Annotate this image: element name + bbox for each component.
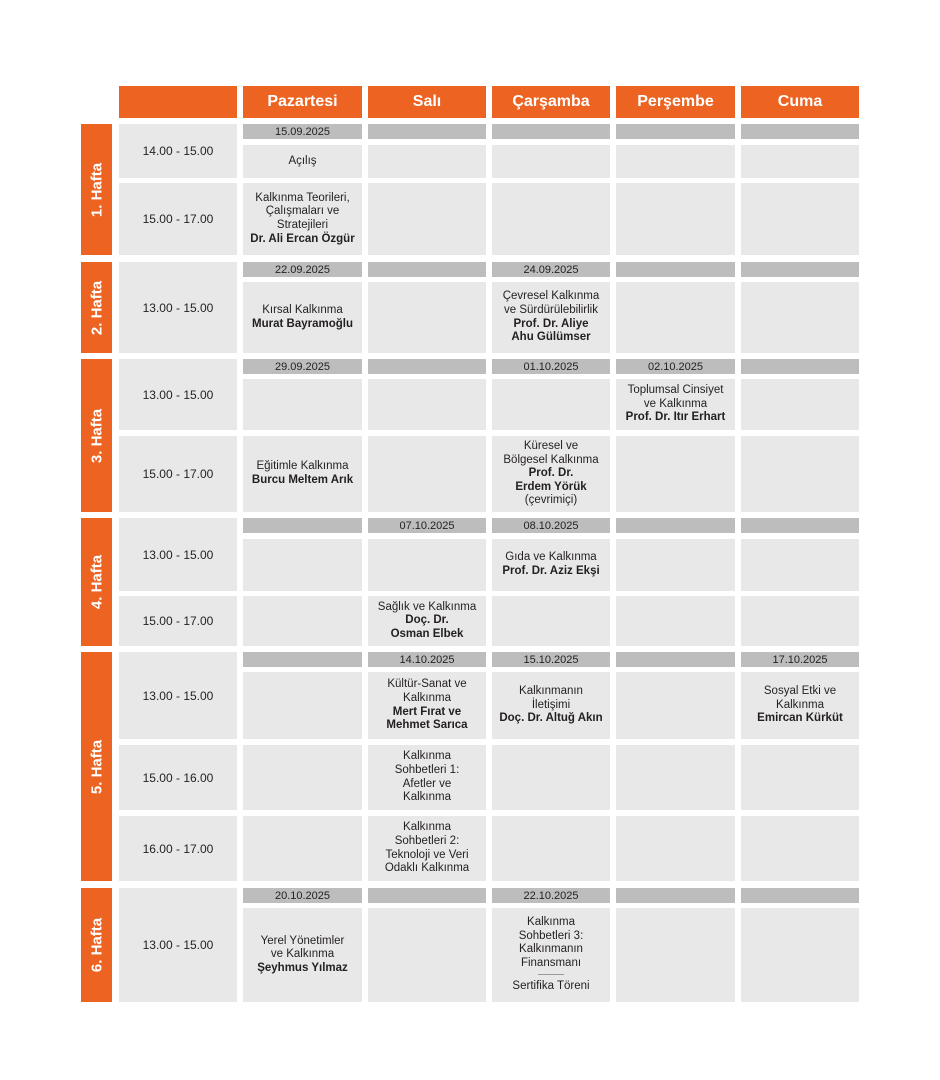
session-cell <box>368 596 486 646</box>
date-bar: 17.10.2025 <box>741 652 859 667</box>
empty-cell <box>741 908 859 1002</box>
session-title: Sohbetleri 3: <box>518 929 584 942</box>
session-title: Kalkınma <box>403 750 451 763</box>
empty-cell <box>616 282 735 353</box>
date-bar: 22.10.2025 <box>492 888 610 903</box>
session-cell <box>741 672 859 739</box>
session-extra: Sertifika Töreni <box>512 980 590 993</box>
empty-cell <box>741 596 859 646</box>
date-bar: 15.09.2025 <box>243 124 362 139</box>
empty-cell <box>492 745 610 810</box>
date-bar-empty <box>616 888 735 903</box>
time-slot: 15.00 - 17.00 <box>119 183 237 255</box>
session-title: İletişimi <box>531 698 571 711</box>
session-title: Kalkınma <box>403 821 451 834</box>
session-speaker: Mehmet Sarıca <box>386 719 468 732</box>
empty-cell <box>243 539 362 591</box>
empty-cell <box>616 183 735 255</box>
empty-cell <box>492 183 610 255</box>
session-speaker: Şeyhmus Yılmaz <box>257 961 348 974</box>
session-speaker: Dr. Ali Ercan Özgür <box>250 232 355 245</box>
week-label-4: 4. Hafta <box>81 518 112 646</box>
session-title: Kalkınmanın <box>519 943 583 956</box>
empty-cell <box>616 816 735 881</box>
time-slot: 13.00 - 15.00 <box>119 518 237 591</box>
session-cell <box>243 908 362 1002</box>
session-title: Kültür-Sanat ve <box>387 678 467 691</box>
empty-cell <box>492 596 610 646</box>
empty-cell <box>616 745 735 810</box>
session-title: Sosyal Etki ve <box>763 685 837 698</box>
date-bar-empty <box>368 124 486 139</box>
empty-cell <box>616 539 735 591</box>
header-monday: Pazartesi <box>243 86 362 118</box>
empty-cell <box>741 145 859 178</box>
session-speaker: Mert Fırat ve <box>392 705 462 718</box>
session-cell <box>243 436 362 512</box>
session-cell <box>368 745 486 810</box>
empty-cell <box>368 183 486 255</box>
header-friday: Cuma <box>741 86 859 118</box>
time-slot: 16.00 - 17.00 <box>119 816 237 881</box>
date-bar-empty <box>616 124 735 139</box>
empty-cell <box>741 379 859 430</box>
time-slot: 13.00 - 15.00 <box>119 888 237 1002</box>
date-bar: 29.09.2025 <box>243 359 362 374</box>
date-bar-empty <box>616 518 735 533</box>
empty-cell <box>368 539 486 591</box>
time-slot: 13.00 - 15.00 <box>119 359 237 430</box>
session-title: Sağlık ve Kalkınma <box>377 600 477 613</box>
session-title: Çevresel Kalkınma <box>502 290 600 303</box>
date-bar: 08.10.2025 <box>492 518 610 533</box>
empty-cell <box>243 379 362 430</box>
session-title: Afetler ve <box>402 777 452 790</box>
session-title: Toplumsal Cinsiyet <box>627 384 724 397</box>
date-bar-empty <box>368 359 486 374</box>
session-title: Kalkınma <box>527 916 575 929</box>
session-title: Küresel ve <box>523 440 579 453</box>
date-bar-empty <box>616 652 735 667</box>
session-title: Kalkınma <box>776 698 824 711</box>
session-speaker: Murat Bayramoğlu <box>252 317 353 330</box>
time-slot: 15.00 - 16.00 <box>119 745 237 810</box>
empty-cell <box>368 282 486 353</box>
session-speaker: Ahu Gülümser <box>511 331 591 344</box>
week-label-3: 3. Hafta <box>81 359 112 512</box>
session-cell <box>492 539 610 591</box>
session-speaker: Osman Elbek <box>390 627 464 640</box>
empty-cell <box>741 539 859 591</box>
session-speaker: Doç. Dr. Altuğ Akın <box>499 712 603 725</box>
session-title: Eğitimle Kalkınma <box>256 460 349 473</box>
empty-cell <box>243 672 362 739</box>
date-bar-empty <box>741 124 859 139</box>
session-cell <box>492 282 610 353</box>
empty-cell <box>368 436 486 512</box>
date-bar-empty <box>616 262 735 277</box>
session-title: Finansmanı <box>520 956 582 969</box>
time-slot: 13.00 - 15.00 <box>119 652 237 739</box>
date-bar: 02.10.2025 <box>616 359 735 374</box>
session-title: Bölgesel Kalkınma <box>503 453 599 466</box>
session-title: Teknoloji ve Veri <box>385 848 469 861</box>
empty-cell <box>616 908 735 1002</box>
date-bar-empty <box>492 124 610 139</box>
date-bar-empty <box>741 518 859 533</box>
date-bar-empty <box>243 518 362 533</box>
session-cell <box>243 145 362 178</box>
empty-cell <box>741 745 859 810</box>
empty-cell <box>616 672 735 739</box>
session-cell <box>492 436 610 512</box>
week-label-6: 6. Hafta <box>81 888 112 1002</box>
time-slot: 15.00 - 17.00 <box>119 436 237 512</box>
empty-cell <box>368 908 486 1002</box>
week-label-5: 5. Hafta <box>81 652 112 881</box>
empty-cell <box>741 436 859 512</box>
empty-cell <box>492 816 610 881</box>
session-cell <box>492 908 610 1002</box>
session-title: Kalkınma Teorileri, <box>255 191 350 204</box>
session-title: ve Kalkınma <box>643 397 708 410</box>
session-cell <box>243 282 362 353</box>
session-title: ve Kalkınma <box>270 948 335 961</box>
session-speaker: Prof. Dr. Itır Erhart <box>625 411 726 424</box>
empty-cell <box>741 183 859 255</box>
session-title: ve Sürdürülebilirlik <box>504 303 598 316</box>
session-title: Sohbetleri 2: <box>394 834 460 847</box>
date-bar: 20.10.2025 <box>243 888 362 903</box>
date-bar: 22.09.2025 <box>243 262 362 277</box>
empty-cell <box>368 145 486 178</box>
empty-cell <box>741 816 859 881</box>
time-slot: 15.00 - 17.00 <box>119 596 237 646</box>
session-cell <box>368 816 486 881</box>
session-title: Çalışmaları ve <box>265 205 340 218</box>
empty-cell <box>492 379 610 430</box>
session-title: Yerel Yönetimler <box>260 934 345 947</box>
date-bar: 14.10.2025 <box>368 652 486 667</box>
session-title: Kalkınma <box>403 691 451 704</box>
session-cell <box>368 672 486 739</box>
session-cell <box>616 379 735 430</box>
session-note: (çevrimiçi) <box>524 494 578 507</box>
date-bar: 15.10.2025 <box>492 652 610 667</box>
session-speaker: Prof. Dr. Aziz Ekşi <box>502 565 600 577</box>
session-title: Gıda ve Kalkınma <box>505 551 597 564</box>
empty-cell <box>368 379 486 430</box>
date-bar-empty <box>741 359 859 374</box>
time-slot: 13.00 - 15.00 <box>119 262 237 353</box>
date-bar: 24.09.2025 <box>492 262 610 277</box>
time-slot: 14.00 - 15.00 <box>119 124 237 178</box>
date-bar: 01.10.2025 <box>492 359 610 374</box>
session-title: Stratejileri <box>276 219 329 231</box>
header-tuesday: Salı <box>368 86 486 118</box>
empty-cell <box>492 145 610 178</box>
header-wednesday: Çarşamba <box>492 86 610 118</box>
date-bar-empty <box>741 262 859 277</box>
empty-cell <box>243 745 362 810</box>
empty-cell <box>741 282 859 353</box>
empty-cell <box>243 596 362 646</box>
session-speaker: Prof. Dr. <box>528 467 574 480</box>
session-speaker: Burcu Meltem Arık <box>251 474 354 486</box>
session-speaker: Prof. Dr. Aliye <box>513 317 589 330</box>
divider <box>538 974 564 975</box>
session-cell <box>492 672 610 739</box>
session-title: Kalkınmanın <box>519 685 583 698</box>
session-cell <box>243 183 362 255</box>
session-title: Sohbetleri 1: <box>394 763 460 776</box>
week-label-2: 2. Hafta <box>81 262 112 353</box>
date-bar-empty <box>741 888 859 903</box>
empty-cell <box>616 596 735 646</box>
empty-cell <box>243 816 362 881</box>
date-bar-empty <box>368 888 486 903</box>
session-speaker: Erdem Yörük <box>515 480 587 493</box>
empty-cell <box>616 436 735 512</box>
session-title: Kalkınma <box>403 791 451 804</box>
date-bar-empty <box>368 262 486 277</box>
week-label-1: 1. Hafta <box>81 124 112 255</box>
empty-cell <box>616 145 735 178</box>
session-title: Odaklı Kalkınma <box>384 862 470 875</box>
date-bar-empty <box>243 652 362 667</box>
date-bar: 07.10.2025 <box>368 518 486 533</box>
header-thursday: Perşembe <box>616 86 735 118</box>
session-speaker: Doç. Dr. <box>405 614 449 627</box>
session-title: Kırsal Kalkınma <box>262 303 343 316</box>
session-speaker: Emircan Kürküt <box>757 712 843 725</box>
session-title: Açılış <box>288 154 317 167</box>
header-corner <box>119 86 237 118</box>
